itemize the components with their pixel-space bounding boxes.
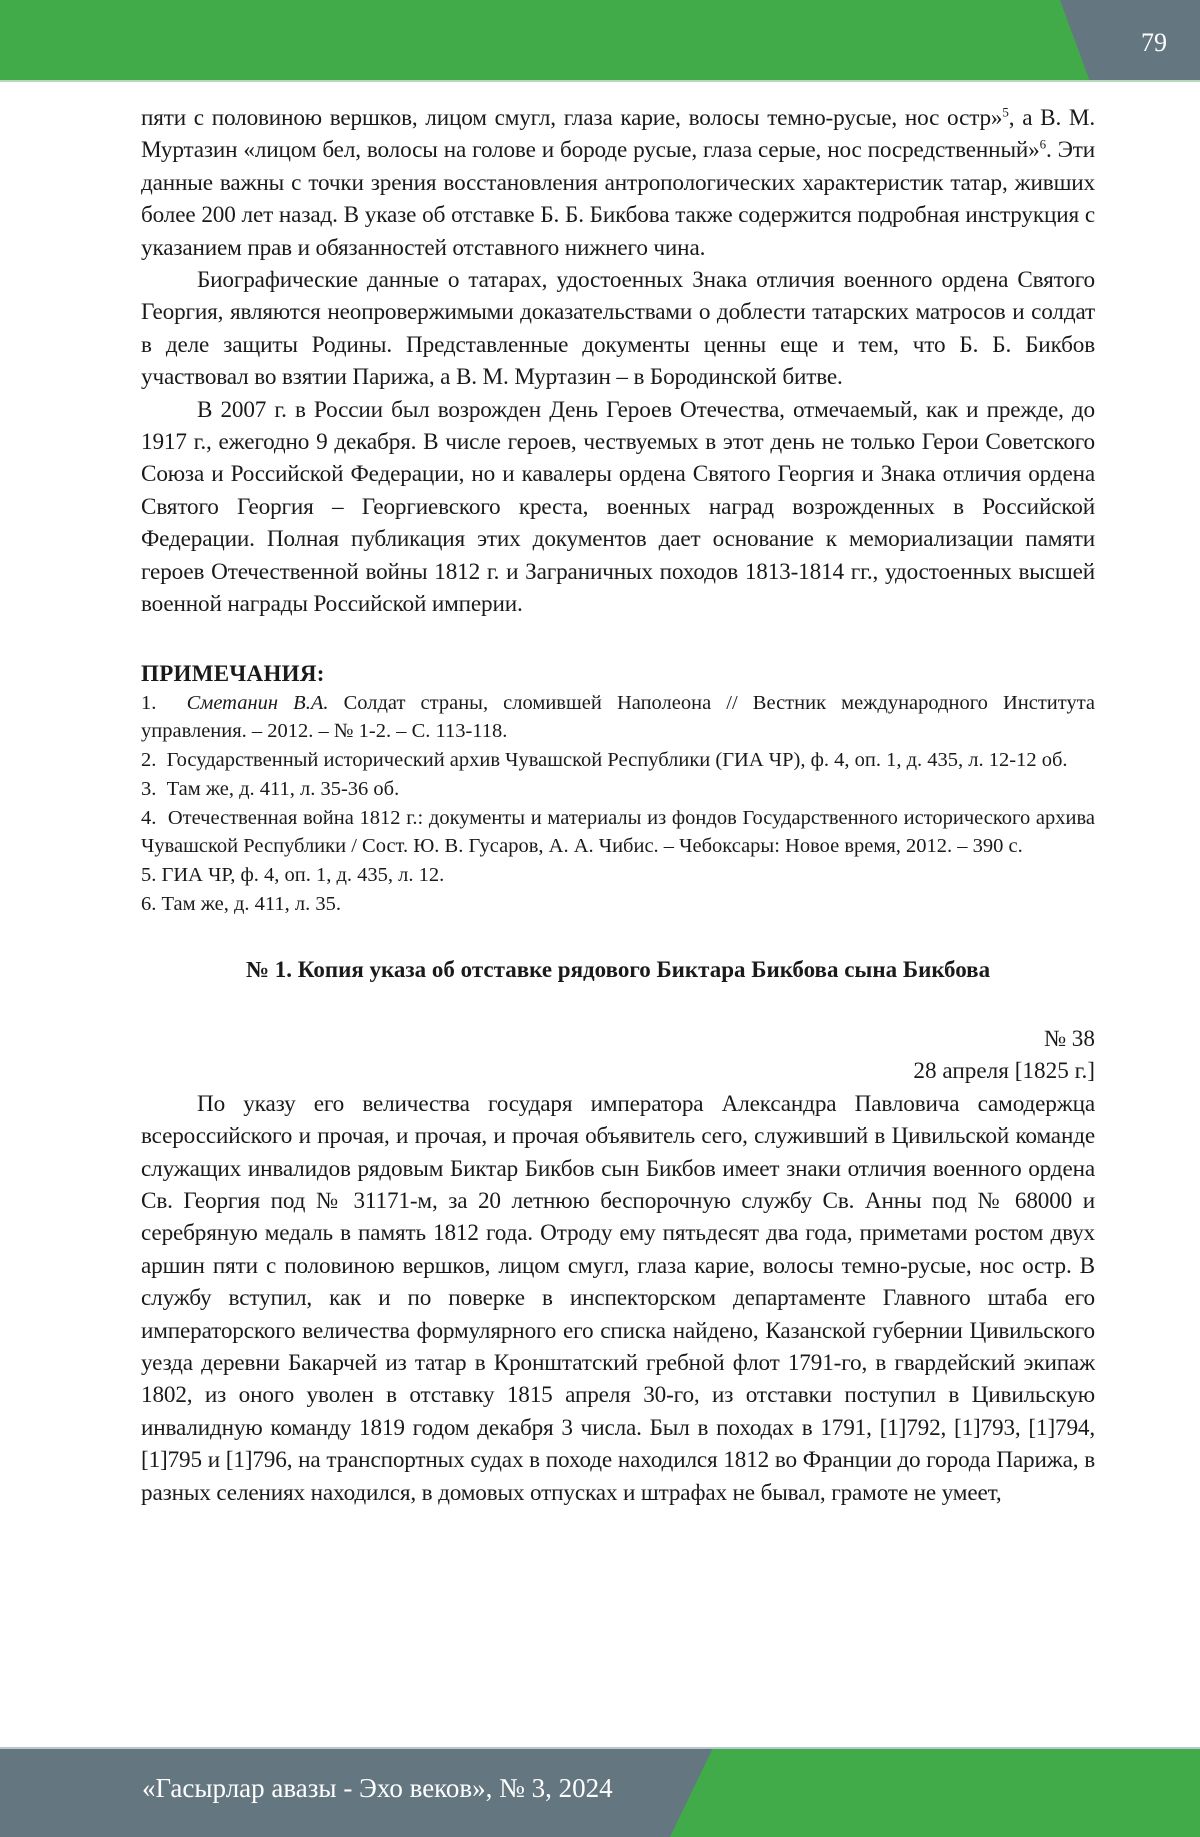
note-text: Солдат страны, сломившей Наполеона // Вестник международного Института управления. – 2012. – № 1-2. – С. 113-118. (141, 691, 1095, 743)
page-content (141, 102, 1095, 1509)
note-item (141, 746, 1095, 775)
note-item (141, 804, 1095, 862)
document-number: № 38 (1043, 1025, 1095, 1052)
note-text: ГИА ЧР, ф. 4, оп. 1, д. 435, л. 12. (161, 864, 445, 887)
note-number: 4. (141, 806, 157, 829)
footer-accent (670, 1749, 1200, 1837)
page-footer (0, 1747, 1200, 1837)
note-number: 3. (141, 777, 157, 800)
document-date: 28 апреля [1825 г.] (913, 1058, 1095, 1085)
document-body: По указу его величества государя императора Александра Павловича самодержца всероссийского и прочая, и прочая, и прочая объявитель сего, служивший в Цивильской команде служащих инвалидов рядовым Биктар Бикбов сын Бикбов имеет знаки отличия военного ордена Св. Георгия под № 31171-м, за 20 летнюю беспорочную службу Св. Анны под № 68000 и серебряную медаль в память 1812 года. Отроду ему пятьдесят два года, приметами ростом двух аршин пяти с половиною вершков, лицом смугл, глаза карие, волосы темно-русые, нос остр. В службу вступил, как и по поверке в инспекторском департаменте Главного штаба его императорского величества формулярного его списка найдено, Казанской губернии Цивильского уезда деревни Бакарчей из татар в Кронштатский гребной флот 1791-го, в гвардейский экипаж 1802, из оного уволен в отставку 1815 апреля 30-го, из отставки поступил в Цивильскую инвалидную команду 1819 годом декабря 3 числа. Был в походах в 1791, [1]792, [1]793, [1]794, [1]795 и [1]796, на транспортных судах в походе находился 1812 во Франции до города Парижа, в разных селениях находился, в домовых отпусках и штрафах не бывал, грамоте не умеет, (141, 1090, 1095, 1506)
note-number: 1. (141, 691, 157, 714)
footnote-ref-5[interactable]: 5 (1002, 104, 1009, 120)
note-number: 2. (141, 749, 157, 772)
note-number: 5. (141, 864, 157, 887)
paragraph-text: . Эти данные важны с точки зрения восстановления антропологических характеристик татар, живших более 200 лет назад. В указе об отставке Б. Б. Бикбова также содержится подробная инструкция с указанием прав и обязанностей отставного нижнего чина. (141, 137, 1095, 261)
paragraph-text: пяти с половиною вершков, лицом смугл, глаза карие, волосы темно-русые, нос остр» (141, 105, 1003, 131)
page-header (0, 0, 1200, 82)
article-paragraph-1 (141, 102, 1095, 264)
footnote-ref-6[interactable]: 6 (1039, 136, 1046, 152)
paragraph-text: , а В. М. Муртазин «лицом бел, волосы на голове и бороде русые, глаза серые, нос посредственный» (141, 105, 1095, 164)
note-text: Отечественная война 1812 г.: документы и материалы из фондов Государственного исторического архива Чувашской Республики / Сост. Ю. В. Гусаров, А. А. Чибис. – Чебоксары: Новое время, 2012. – 390 с. (141, 806, 1096, 858)
note-text: Государственный исторический архив Чувашской Республики (ГИА ЧР), ф. 4, оп. 1, д. 435, л. 12-12 об. (166, 749, 1068, 772)
note-text: Там же, д. 411, л. 35-36 об. (166, 777, 400, 800)
note-text: Там же, д. 411, л. 35. (161, 893, 341, 916)
notes-list (141, 689, 1095, 919)
note-item (141, 861, 1095, 890)
journal-citation: «Гасырлар авазы - Эхо веков», № 3, 2024 (142, 1773, 613, 1803)
document-title: № 1. Копия указа об отставке рядового Биктара Бикбова сына Бикбова (245, 956, 991, 982)
note-item (141, 689, 1095, 747)
note-item (141, 775, 1095, 804)
note-author: Сметанин В.А. (186, 691, 329, 714)
page-number: 79 (1141, 28, 1167, 57)
notes-heading: ПРИМЕЧАНИЯ: (141, 660, 325, 686)
note-number: 6. (141, 893, 157, 916)
article-paragraph-2: Биографические данные о татарах, удостоенных Знака отличия военного ордена Святого Георгия, являются неопровержимыми доказательствами о доблести татарских матросов и солдат в деле защиты Родины. Представленные документы ценны еще и тем, что Б. Б. Бикбов участвовал во взятии Парижа, а В. М. Муртазин – в Бородинской битве. (141, 267, 1095, 391)
article-paragraph-3: В 2007 г. в России был возрожден День Героев Отечества, отмечаемый, как и прежде, до 1917 г., ежегодно 9 декабря. В числе героев, чествуемых в этот день не только Герои Советского Союза и Российской Федерации, но и кавалеры ордена Святого Георгия и Знака отличия ордена Святого Георгия – Георгиевского креста, военных наград возрожденных в Российской Федерации. Полная публикация этих документов дает основание к мемориализации памяти героев Отечественной войны 1812 г. и Заграничных походов 1813-1814 гг., удостоенных высшей военной награды Российской империи. (141, 396, 1095, 618)
note-item (141, 890, 1095, 919)
